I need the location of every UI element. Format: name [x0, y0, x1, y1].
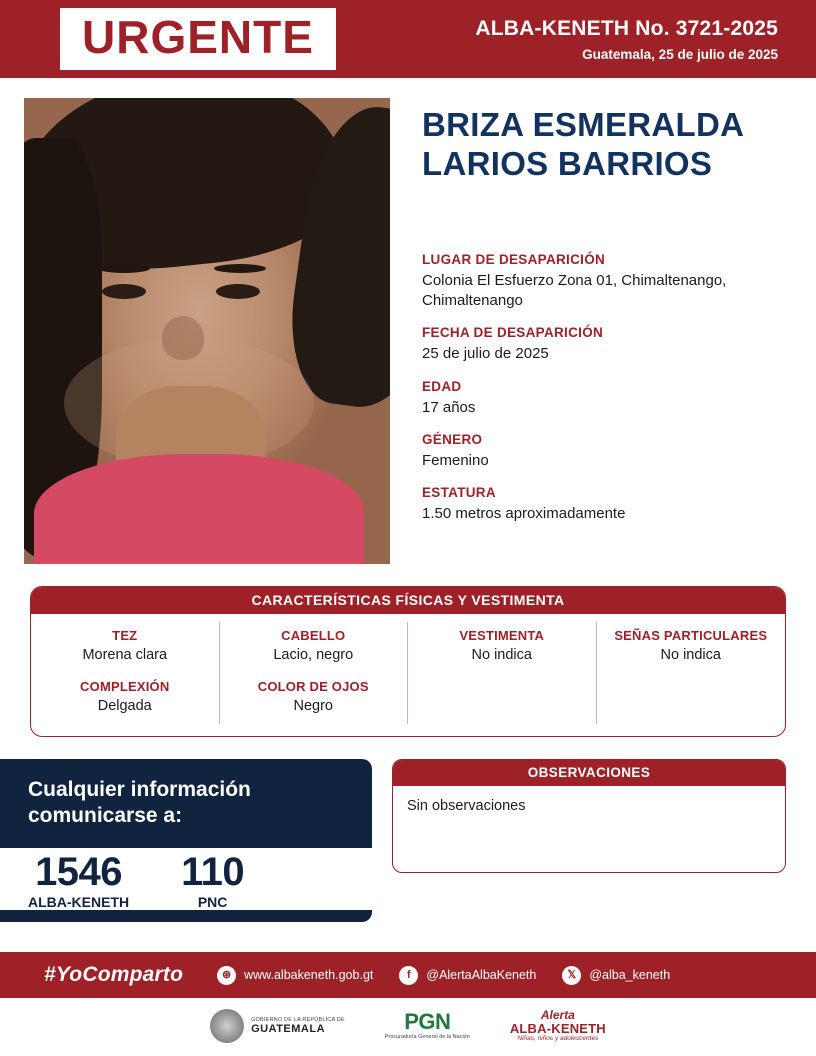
person-section — [0, 78, 816, 564]
person-name — [422, 106, 792, 184]
characteristic-label: VESTIMENTA — [459, 628, 545, 643]
characteristic-value: Delgada — [97, 698, 152, 714]
field-estatura-value: 1.50 metros aproximadamente — [422, 505, 626, 523]
observations-title: OBSERVACIONES — [393, 760, 785, 786]
contact-title-line1: Cualquier información — [28, 778, 251, 801]
poster-footer — [0, 952, 816, 998]
alba-keneth-logo — [510, 1009, 606, 1042]
person-name-line2: LARIOS BARRIOS — [422, 144, 713, 182]
observations-panel — [392, 759, 786, 873]
person-photo — [24, 98, 390, 564]
facebook-icon: f — [399, 966, 418, 985]
field-fecha — [422, 325, 792, 364]
person-name-line1: BRIZA ESMERALDA — [422, 106, 745, 143]
header-meta — [475, 17, 792, 62]
characteristic-cell — [220, 673, 409, 724]
field-lugar — [422, 252, 792, 312]
field-edad-label: EDAD — [422, 378, 462, 394]
contact-numbers — [0, 848, 372, 910]
alba-logo-name: ALBA-KENETH — [509, 1021, 606, 1037]
social-x[interactable] — [562, 966, 670, 985]
alert-place-date: Guatemala, 25 de julio de 2025 — [582, 46, 778, 62]
field-genero — [422, 432, 792, 471]
social-facebook[interactable] — [399, 966, 536, 985]
social-x-text: @alba_keneth — [589, 968, 671, 982]
characteristic-cell — [597, 622, 786, 673]
characteristic-value: No indica — [660, 647, 721, 663]
photo-nose — [162, 316, 204, 360]
field-fecha-label: FECHA DE DESAPARICIÓN — [422, 325, 604, 341]
characteristics-grid — [31, 614, 785, 736]
field-genero-value: Femenino — [422, 451, 489, 469]
field-estatura-label: ESTATURA — [422, 485, 496, 501]
characteristic-cell — [220, 622, 409, 673]
contact-panel — [0, 759, 372, 922]
field-fecha-value: 25 de julio de 2025 — [422, 345, 549, 363]
social-links — [217, 966, 670, 985]
alba-logo-alerta: Alerta — [540, 1008, 575, 1023]
characteristic-label: SEÑAS PARTICULARES — [614, 628, 768, 643]
characteristic-label: TEZ — [112, 628, 138, 643]
logo-strip — [0, 1000, 816, 1052]
alert-number: ALBA-KENETH No. 3721-2025 — [475, 16, 778, 40]
characteristic-cell — [31, 622, 220, 673]
contact-number-pnc[interactable] — [181, 849, 245, 910]
urgente-banner: URGENTE — [60, 8, 336, 70]
pgn-logo-name: PGN — [404, 1009, 451, 1035]
characteristics-table — [30, 586, 786, 737]
characteristic-label: COMPLEXIÓN — [80, 679, 170, 694]
government-logo — [210, 1009, 345, 1043]
poster-header — [0, 0, 816, 78]
contact-number-value: 1546 — [35, 849, 123, 894]
characteristic-label: CABELLO — [281, 628, 346, 643]
characteristic-value: Negro — [293, 698, 333, 714]
contact-number-label: ALBA-KENETH — [28, 893, 130, 910]
pgn-logo — [385, 1011, 470, 1041]
guatemala-seal-icon — [210, 1009, 244, 1043]
contact-title — [28, 777, 350, 830]
photo-image — [24, 98, 390, 564]
field-genero-label: GÉNERO — [422, 431, 483, 447]
characteristic-label: COLOR DE OJOS — [257, 679, 369, 694]
person-details — [390, 98, 792, 564]
characteristic-value: Morena clara — [82, 647, 168, 663]
characteristic-cell — [31, 673, 220, 724]
photo-brow-right — [214, 264, 266, 273]
government-logo-name: GUATEMALA — [251, 1022, 326, 1035]
characteristic-cell-empty — [408, 673, 597, 724]
photo-shirt — [34, 454, 364, 564]
contact-number-alba[interactable] — [28, 849, 130, 910]
field-lugar-value: Colonia El Esfuerzo Zona 01, Chimaltenango, Chimaltenango — [422, 271, 727, 310]
contact-title-line2: comunicarse a: — [28, 804, 183, 828]
characteristic-cell-empty — [597, 673, 786, 724]
characteristics-title: CARACTERÍSTICAS FÍSICAS Y VESTIMENTA — [31, 587, 785, 614]
photo-eye-left — [102, 284, 146, 299]
globe-icon: ⊛ — [217, 966, 236, 985]
contact-number-value: 110 — [181, 849, 245, 894]
social-facebook-text: @AlertaAlbaKeneth — [426, 968, 537, 982]
field-estatura — [422, 485, 792, 524]
alba-logo-sub: Niñas, niños y adolescentes — [517, 1034, 599, 1042]
x-twitter-icon: 𝕏 — [562, 966, 581, 985]
photo-brow-left — [98, 264, 150, 273]
observations-text: Sin observaciones — [407, 798, 526, 814]
characteristic-value: Lacio, negro — [273, 647, 354, 663]
field-edad-value: 17 años — [422, 398, 476, 416]
pgn-logo-sub: Procuraduría General de la Nación — [384, 1034, 470, 1041]
hashtag-label: #YoComparto — [44, 963, 184, 986]
photo-eye-right — [216, 284, 260, 299]
contact-number-label: PNC — [197, 893, 228, 910]
name-spacer — [422, 184, 792, 238]
characteristic-value: No indica — [471, 647, 532, 663]
field-lugar-label: LUGAR DE DESAPARICIÓN — [422, 251, 606, 267]
social-website[interactable] — [217, 966, 373, 985]
contact-observations-row — [0, 759, 816, 922]
characteristic-cell — [408, 622, 597, 673]
field-edad — [422, 379, 792, 418]
social-website-text: www.albakeneth.gob.gt — [244, 968, 374, 982]
government-logo-top: GOBIERNO DE LA REPÚBLICA DE — [251, 1016, 345, 1023]
government-logo-text — [251, 1017, 345, 1035]
